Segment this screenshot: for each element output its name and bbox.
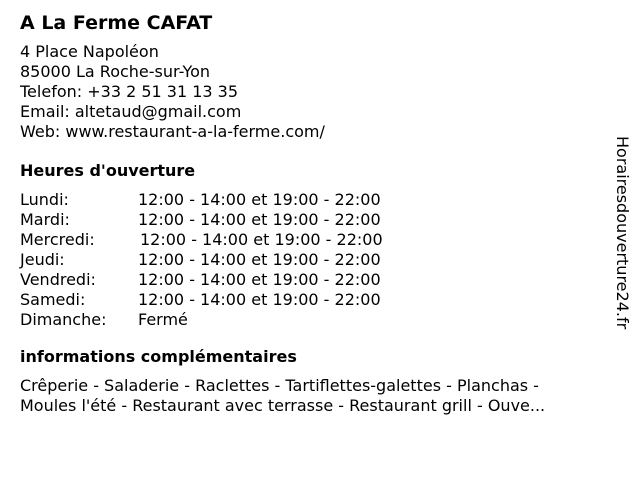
day-label: Mercredi:	[20, 230, 95, 249]
hours-row-friday	[20, 270, 605, 290]
info-line: Moules l'été - Restaurant avec terrasse - Restaurant grill - Ouve...	[20, 396, 546, 415]
day-label: Dimanche:	[20, 310, 107, 329]
hours-row-monday	[20, 190, 605, 210]
day-hours: 12:00 - 14:00 et 19:00 - 22:00	[138, 210, 381, 229]
hours-row-sunday	[20, 310, 605, 330]
address-city: 85000 La Roche-sur-Yon	[20, 62, 211, 81]
phone-number[interactable]: Telefon: +33 2 51 31 13 35	[20, 82, 239, 101]
brand-watermark-text: Horairesdouverture24.fr	[613, 136, 632, 330]
hours-row-saturday	[20, 290, 605, 310]
restaurant-name: A La Ferme CAFAT	[20, 12, 213, 34]
info-line: Crêperie - Saladerie - Raclettes - Tartiflettes-galettes - Planchas -	[20, 376, 539, 395]
day-hours: 12:00 - 14:00 et 19:00 - 22:00	[138, 290, 381, 309]
website-link[interactable]: Web: www.restaurant-a-la-ferme.com/	[20, 122, 325, 141]
day-hours: 12:00 - 14:00 et 19:00 - 22:00	[138, 270, 381, 289]
day-hours: 12:00 - 14:00 et 19:00 - 22:00	[138, 190, 381, 209]
hours-row-thursday	[20, 250, 605, 270]
day-label: Samedi:	[20, 290, 86, 309]
hours-row-tuesday	[20, 210, 605, 230]
hours-row-wednesday	[20, 230, 605, 250]
email-address[interactable]: Email: altetaud@gmail.com	[20, 102, 242, 121]
additional-info-text	[20, 376, 605, 416]
brand-watermark	[612, 136, 632, 376]
day-hours: Fermé	[138, 310, 188, 329]
day-hours: 12:00 - 14:00 et 19:00 - 22:00	[138, 250, 381, 269]
address-street: 4 Place Napoléon	[20, 42, 159, 61]
day-label: Mardi:	[20, 210, 70, 229]
additional-info-heading: informations complémentaires	[20, 347, 297, 366]
day-label: Vendredi:	[20, 270, 96, 289]
address-block	[20, 42, 605, 142]
opening-hours-table	[20, 190, 605, 330]
restaurant-card	[20, 10, 605, 416]
day-hours: 12:00 - 14:00 et 19:00 - 22:00	[140, 230, 383, 249]
day-label: Jeudi:	[20, 250, 65, 269]
opening-hours-heading: Heures d'ouverture	[20, 161, 196, 180]
day-label: Lundi:	[20, 190, 69, 209]
